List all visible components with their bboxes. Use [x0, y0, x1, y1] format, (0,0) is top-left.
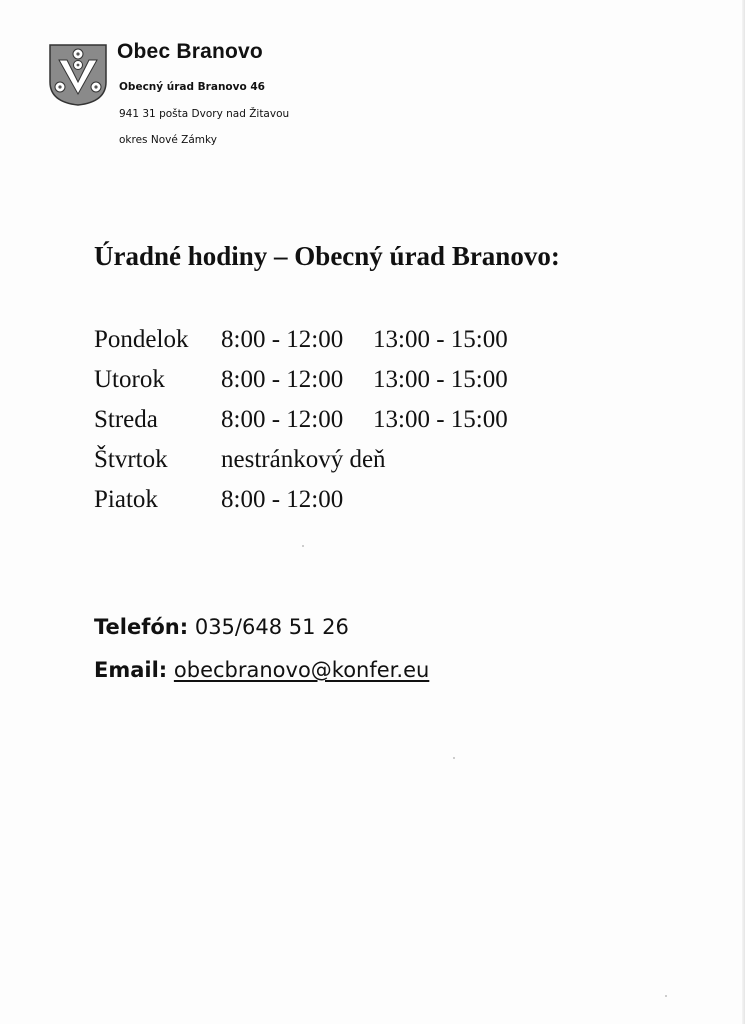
- schedule-day: Streda: [94, 406, 158, 433]
- schedule-row: [94, 440, 554, 480]
- schedule-day: Piatok: [94, 486, 158, 513]
- schedule-day: Utorok: [94, 366, 165, 393]
- email-link[interactable]: obecbranovo@konfer.eu: [173, 658, 430, 682]
- phone-line: [94, 615, 349, 639]
- schedule-morning: 8:00 - 12:00: [221, 486, 344, 513]
- scan-speck: [453, 757, 455, 759]
- page-title: Úradné hodiny – Obecný úrad Branovo:: [94, 241, 560, 271]
- address-line-2: 941 31 pošta Dvory nad Žitavou: [119, 108, 290, 120]
- schedule-day: Pondelok: [94, 326, 189, 353]
- schedule-morning: 8:00 - 12:00: [221, 366, 344, 393]
- schedule-afternoon: 13:00 - 15:00: [373, 326, 508, 353]
- schedule-note: nestránkový deň: [221, 446, 386, 473]
- email-line: [94, 658, 429, 682]
- schedule-day: Štvrtok: [94, 446, 168, 473]
- address-line-1: Obecný úrad Branovo 46: [119, 81, 265, 93]
- email-label: Email:: [94, 658, 168, 682]
- schedule-afternoon: 13:00 - 15:00: [373, 406, 508, 433]
- phone-label: Telefón:: [94, 615, 189, 639]
- schedule-row: [94, 320, 554, 360]
- org-name: Obec Branovo: [117, 40, 263, 63]
- schedule-row: [94, 360, 554, 400]
- schedule-morning: 8:00 - 12:00: [221, 326, 344, 353]
- schedule-row: [94, 400, 554, 440]
- schedule-morning: 8:00 - 12:00: [221, 406, 344, 433]
- schedule-row: [94, 480, 554, 520]
- schedule-afternoon: 13:00 - 15:00: [373, 366, 508, 393]
- address-line-3: okres Nové Zámky: [119, 134, 217, 146]
- office-hours-table: [94, 320, 554, 520]
- scan-speck: [302, 545, 304, 547]
- phone-number[interactable]: 035/648 51 26: [194, 615, 349, 639]
- scan-speck: [665, 995, 667, 997]
- coat-of-arms-icon: [49, 44, 107, 106]
